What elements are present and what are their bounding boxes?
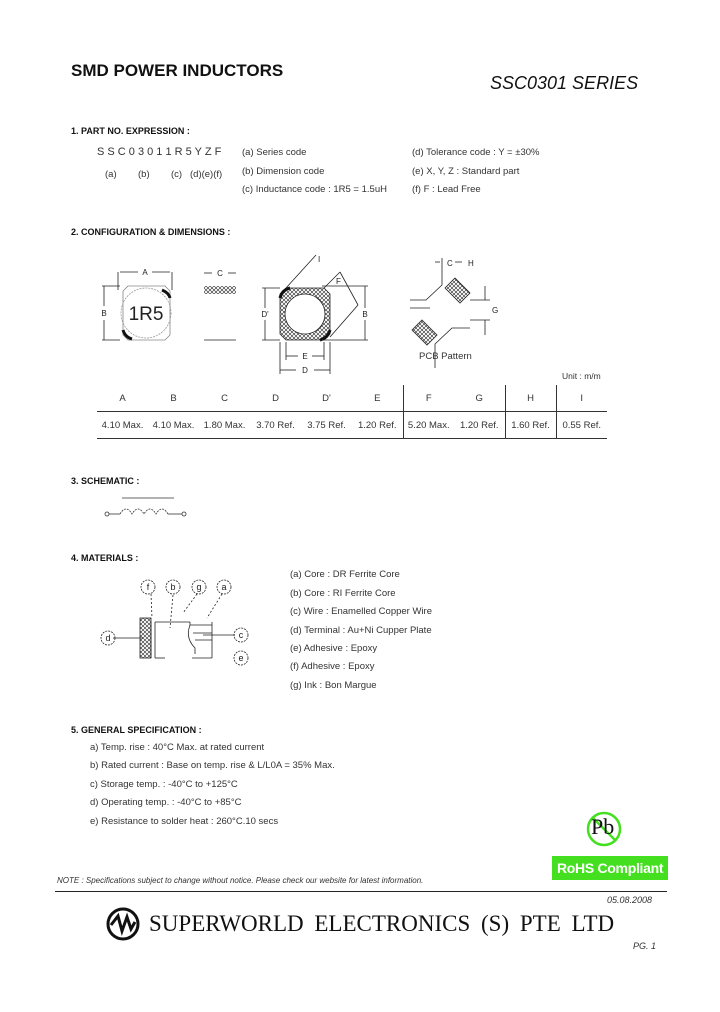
header-cell: A	[119, 392, 126, 404]
label-d: D	[302, 366, 308, 375]
callout-e: e	[238, 653, 244, 663]
section-materials-heading: 4. MATERIALS :	[71, 553, 139, 563]
material-c: (c) Wire : Enamelled Copper Wire	[290, 606, 433, 617]
header-cell: C	[221, 392, 228, 404]
value-cell: 3.70 Ref.	[250, 412, 301, 439]
spec-item: a) Temp. rise : 40°C Max. at rated current	[90, 742, 265, 753]
marker-c: (c)	[171, 169, 183, 180]
label-g: G	[492, 306, 499, 315]
header-cell: E	[374, 392, 381, 404]
label-i: I	[318, 255, 321, 264]
legend-f: (f) F : Lead Free	[412, 184, 481, 195]
document-title: SMD POWER INDUCTORS	[71, 61, 284, 80]
header-cell: B	[170, 392, 177, 404]
part-number-code: S S C 0 3 0 1 1 R 5 Y Z F	[97, 146, 222, 158]
legend-d: (d) Tolerance code : Y = ±30%	[412, 147, 540, 158]
callout-f: f	[146, 582, 150, 592]
bottom-view-drawing	[261, 255, 368, 375]
series-name: SSC0301 SERIES	[490, 73, 639, 93]
value-cell: 4.10 Max.	[148, 412, 199, 439]
value-cell: 0.55 Ref.	[556, 412, 607, 439]
value-cell: 1.20 Ref.	[454, 412, 505, 439]
company-logo-icon	[106, 907, 140, 941]
section-spec-heading: 5. GENERAL SPECIFICATION :	[71, 725, 202, 735]
label-h: H	[468, 259, 474, 268]
pcb-pattern-caption: PCB Pattern	[419, 351, 472, 362]
callout-d: d	[105, 633, 111, 643]
section-schematic-heading: 3. SCHEMATIC :	[71, 476, 140, 486]
header-cell: D'	[322, 392, 331, 404]
spec-item: e) Resistance to solder heat : 260°C.10 secs	[90, 816, 279, 827]
legend-a: (a) Series code	[242, 147, 307, 158]
value-cell: 1.80 Max.	[199, 412, 250, 439]
header-cell: F	[403, 385, 454, 412]
material-g: (g) Ink : Bon Margue	[290, 680, 377, 691]
marker-a: (a)	[105, 169, 117, 180]
value-cell: 3.75 Ref.	[301, 412, 352, 439]
header-cell: I	[556, 385, 607, 412]
legend-b: (b) Dimension code	[242, 166, 325, 177]
material-f: (f) Adhesive : Epoxy	[290, 661, 375, 672]
spec-item: c) Storage temp. : -40°C to +125°C	[90, 779, 238, 790]
label-d-prime: D'	[261, 310, 269, 319]
side-view-drawing	[204, 269, 236, 340]
marker-def: (d)(e)(f)	[190, 169, 223, 180]
table-row	[97, 412, 607, 439]
label-e: E	[302, 352, 308, 361]
value-cell: 5.20 Max.	[403, 412, 454, 439]
company-name: SUPERWORLD ELECTRONICS (S) PTE LTD	[149, 911, 615, 936]
document-date: 05.08.2008	[607, 895, 653, 905]
value-cell: 1.60 Ref.	[505, 412, 556, 439]
page-number: PG. 1	[633, 941, 657, 951]
pb-symbol: Pb	[591, 814, 615, 839]
inductor-marking: 1R5	[128, 304, 164, 325]
label-a: A	[142, 268, 148, 277]
callout-c: c	[238, 630, 244, 640]
value-cell: 4.10 Max.	[97, 412, 148, 439]
legend-e: (e) X, Y, Z : Standard part	[412, 166, 520, 177]
dimensions-table	[97, 385, 607, 439]
table-header-row	[97, 385, 607, 412]
material-a: (a) Core : DR Ferrite Core	[290, 569, 400, 580]
top-view-drawing	[101, 268, 172, 340]
material-b: (b) Core : RI Ferrite Core	[290, 588, 396, 599]
callout-b: b	[170, 582, 176, 592]
disclaimer-note: NOTE : Specifications subject to change without notice. Please check our website for latest information.	[57, 876, 424, 885]
unit-label: Unit : m/m	[562, 371, 601, 381]
legend-c: (c) Inductance code : 1R5 = 1.5uH	[242, 184, 387, 195]
section-part-no-heading: 1. PART NO. EXPRESSION :	[71, 126, 190, 136]
header-cell: H	[505, 385, 556, 412]
material-d: (d) Terminal : Au+Ni Cupper Plate	[290, 625, 432, 636]
marker-b: (b)	[138, 169, 150, 180]
callout-a: a	[221, 582, 227, 592]
spec-item: b) Rated current : Base on temp. rise & L/L0A = 35% Max.	[90, 760, 335, 771]
spec-item: d) Operating temp. : -40°C to +85°C	[90, 797, 242, 808]
lead-free-icon	[585, 810, 623, 848]
label-c-pcb: C	[447, 259, 453, 268]
header-cell: D	[272, 392, 279, 404]
value-cell: 1.20 Ref.	[352, 412, 403, 439]
rohs-compliant-badge: RoHS Compliant	[552, 856, 668, 880]
section-config-heading: 2. CONFIGURATION & DIMENSIONS :	[71, 227, 231, 237]
inductor-schematic-symbol	[100, 495, 195, 525]
footer-divider	[55, 891, 667, 892]
label-f: F	[336, 277, 341, 286]
header-cell: G	[475, 392, 483, 404]
callout-g: g	[196, 582, 202, 592]
label-b: B	[101, 309, 107, 318]
label-b-bottom: B	[362, 310, 368, 319]
material-e: (e) Adhesive : Epoxy	[290, 643, 378, 654]
materials-cross-section	[95, 570, 265, 670]
label-c: C	[217, 269, 223, 278]
